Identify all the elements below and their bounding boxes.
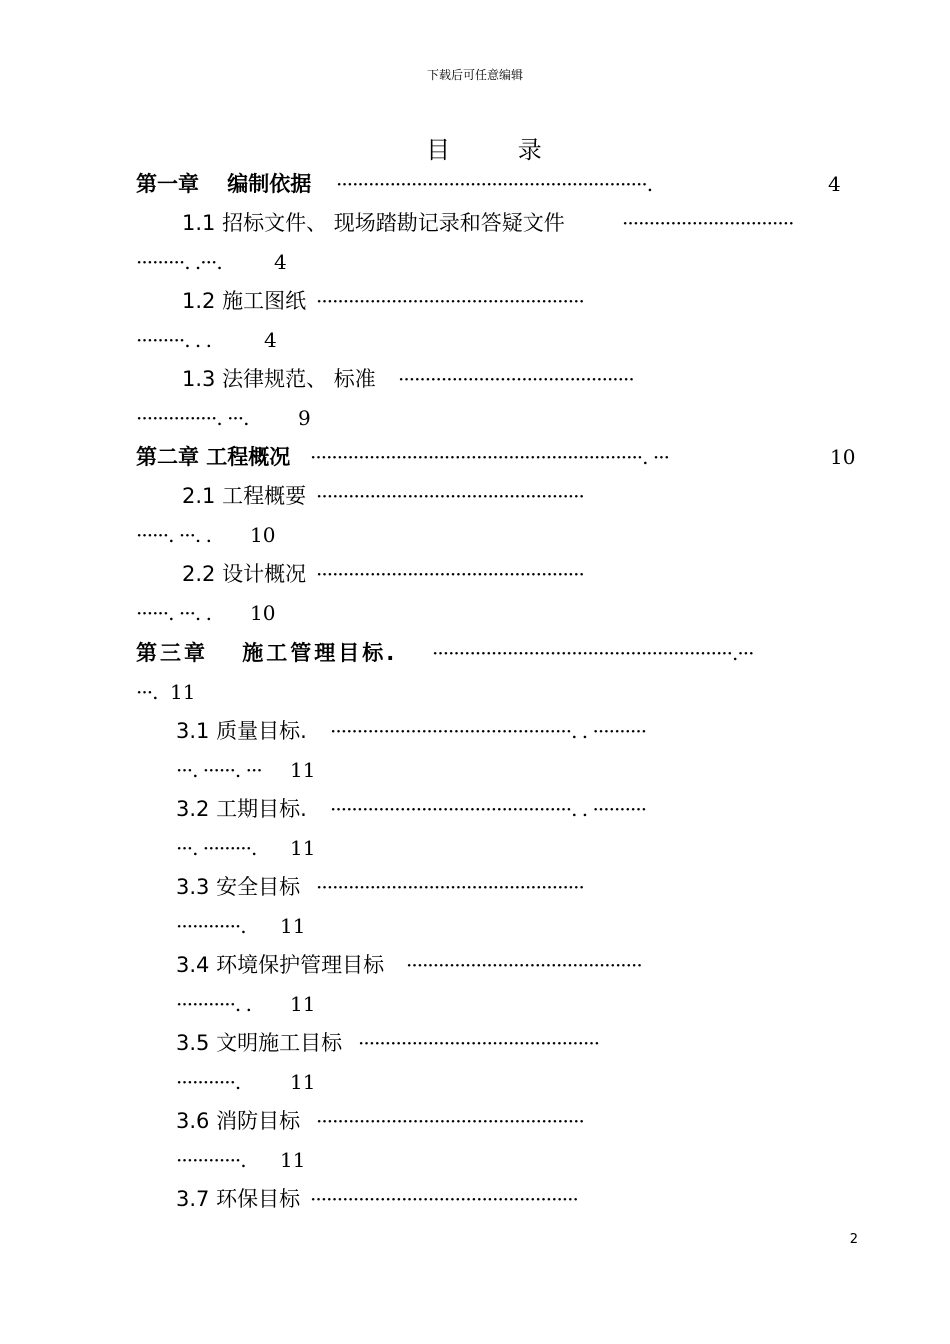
toc-page-number: 11 (290, 836, 316, 860)
toc-entry-3-3-continuation (0, 911, 950, 941)
toc-entry-label: 3.3 安全目标 (176, 875, 301, 899)
toc-page-number: 11 (290, 1070, 316, 1094)
toc-entry-label: 3.1 质量目标. (176, 719, 307, 743)
toc-entry-label: 第一章 编制依据 (136, 172, 312, 196)
toc-leader: ···········. (176, 1070, 241, 1094)
toc-page-number: 10 (830, 445, 856, 469)
toc-leader: ·············································. . ·········· (330, 719, 647, 743)
toc-page-number: 4 (264, 328, 277, 352)
toc-entry-1-2[interactable] (0, 286, 950, 316)
toc-page-number: 11 (290, 992, 316, 1016)
toc-entry-label: 1.1 招标文件、 现场踏勘记录和答疑文件 (182, 211, 565, 235)
toc-entry-3-5[interactable] (0, 1028, 950, 1058)
toc-entry-3-6[interactable] (0, 1106, 950, 1136)
toc-leader: ·················································· (316, 1109, 584, 1133)
toc-entry-2-2-continuation (0, 598, 950, 628)
toc-entry-label: 1.3 法律规范、 标准 (182, 367, 376, 391)
page-header: 下载后可任意编辑 (426, 68, 523, 82)
toc-leader: ·········. . . (136, 328, 212, 352)
toc-page-number: 4 (828, 172, 841, 196)
toc-leader: ···. ······. ··· (176, 758, 262, 782)
toc-entry-label: 3.2 工期目标. (176, 797, 307, 821)
toc-entry-3-5-continuation (0, 1067, 950, 1097)
toc-leader: ······. ···. . (136, 601, 212, 625)
toc-entry-3-4[interactable] (0, 950, 950, 980)
toc-title: 目 录 (426, 136, 572, 164)
toc-entry-3-4-continuation (0, 989, 950, 1019)
toc-leader: ························································.··· (432, 641, 754, 665)
toc-entry-label: 2.1 工程概要 (182, 484, 307, 508)
toc-entry-label: 3.6 消防目标 (176, 1109, 301, 1133)
toc-leader: ············. (176, 914, 246, 938)
toc-leader: ············································ (406, 953, 642, 977)
toc-leader: ···········. . (176, 992, 252, 1016)
toc-page-number: 11 (290, 758, 316, 782)
toc-page-number: 10 (250, 523, 276, 547)
toc-entry-1-3[interactable] (0, 364, 950, 394)
toc-page-number: 11 (170, 680, 196, 704)
toc-entry-1-2-continuation (0, 325, 950, 355)
toc-entry-2-2[interactable] (0, 559, 950, 589)
toc-leader: ·············································. . ·········· (330, 797, 647, 821)
toc-leader: ···. (136, 680, 158, 704)
toc-entry-1-3-continuation (0, 403, 950, 433)
toc-page-number: 11 (280, 1148, 306, 1172)
toc-entry-label: 第三章 施工管理目标. (136, 641, 398, 665)
toc-entry-label: 1.2 施工图纸 (182, 289, 307, 313)
toc-entry-3-2-continuation (0, 833, 950, 863)
toc-page-number: 4 (274, 250, 287, 274)
toc-entry-label: 第二章 工程概况 (136, 445, 291, 469)
toc-leader: ···············. ···. (136, 406, 249, 430)
toc-entry-1-1[interactable] (0, 208, 950, 238)
toc-leader: ·················································· (316, 289, 584, 313)
toc-entry-3-6-continuation (0, 1145, 950, 1175)
toc-leader: ······. ···. . (136, 523, 212, 547)
toc-leader: ································ (622, 211, 794, 235)
toc-entry-2-1-continuation (0, 520, 950, 550)
toc-page-number: 10 (250, 601, 276, 625)
toc-entry-label: 3.4 环境保护管理目标 (176, 953, 385, 977)
toc-leader: ············································ (398, 367, 634, 391)
toc-leader: ·················································· (316, 484, 584, 508)
toc-leader: ·········. .···. (136, 250, 222, 274)
toc-leader: ···. ·········. (176, 836, 257, 860)
toc-entry-3-7[interactable] (0, 1184, 950, 1214)
toc-entry-label: 3.7 环保目标 (176, 1187, 301, 1211)
toc-entry-chapter-3-continuation (0, 677, 950, 707)
toc-entry-2-1[interactable] (0, 481, 950, 511)
page-number: 2 (849, 1232, 858, 1247)
toc-leader: ··························································. (336, 172, 653, 196)
toc-leader: ·················································· (316, 875, 584, 899)
toc-leader: ······························································. ··· (310, 445, 669, 469)
toc-entry-3-1-continuation (0, 755, 950, 785)
toc-entry-label: 3.5 文明施工目标 (176, 1031, 343, 1055)
toc-leader: ·················································· (310, 1187, 578, 1211)
toc-entry-chapter-3[interactable] (0, 638, 950, 668)
toc-entry-3-3[interactable] (0, 872, 950, 902)
toc-leader: ············. (176, 1148, 246, 1172)
toc-entry-label: 2.2 设计概况 (182, 562, 307, 586)
toc-entry-3-1[interactable] (0, 716, 950, 746)
toc-page-number: 11 (280, 914, 306, 938)
toc-entry-chapter-1[interactable] (0, 169, 950, 199)
toc-leader: ············································· (358, 1031, 600, 1055)
toc-page-number: 9 (298, 406, 311, 430)
toc-entry-1-1-continuation (0, 247, 950, 277)
toc-entry-chapter-2[interactable] (0, 442, 950, 472)
toc-leader: ·················································· (316, 562, 584, 586)
toc-entry-3-2[interactable] (0, 794, 950, 824)
